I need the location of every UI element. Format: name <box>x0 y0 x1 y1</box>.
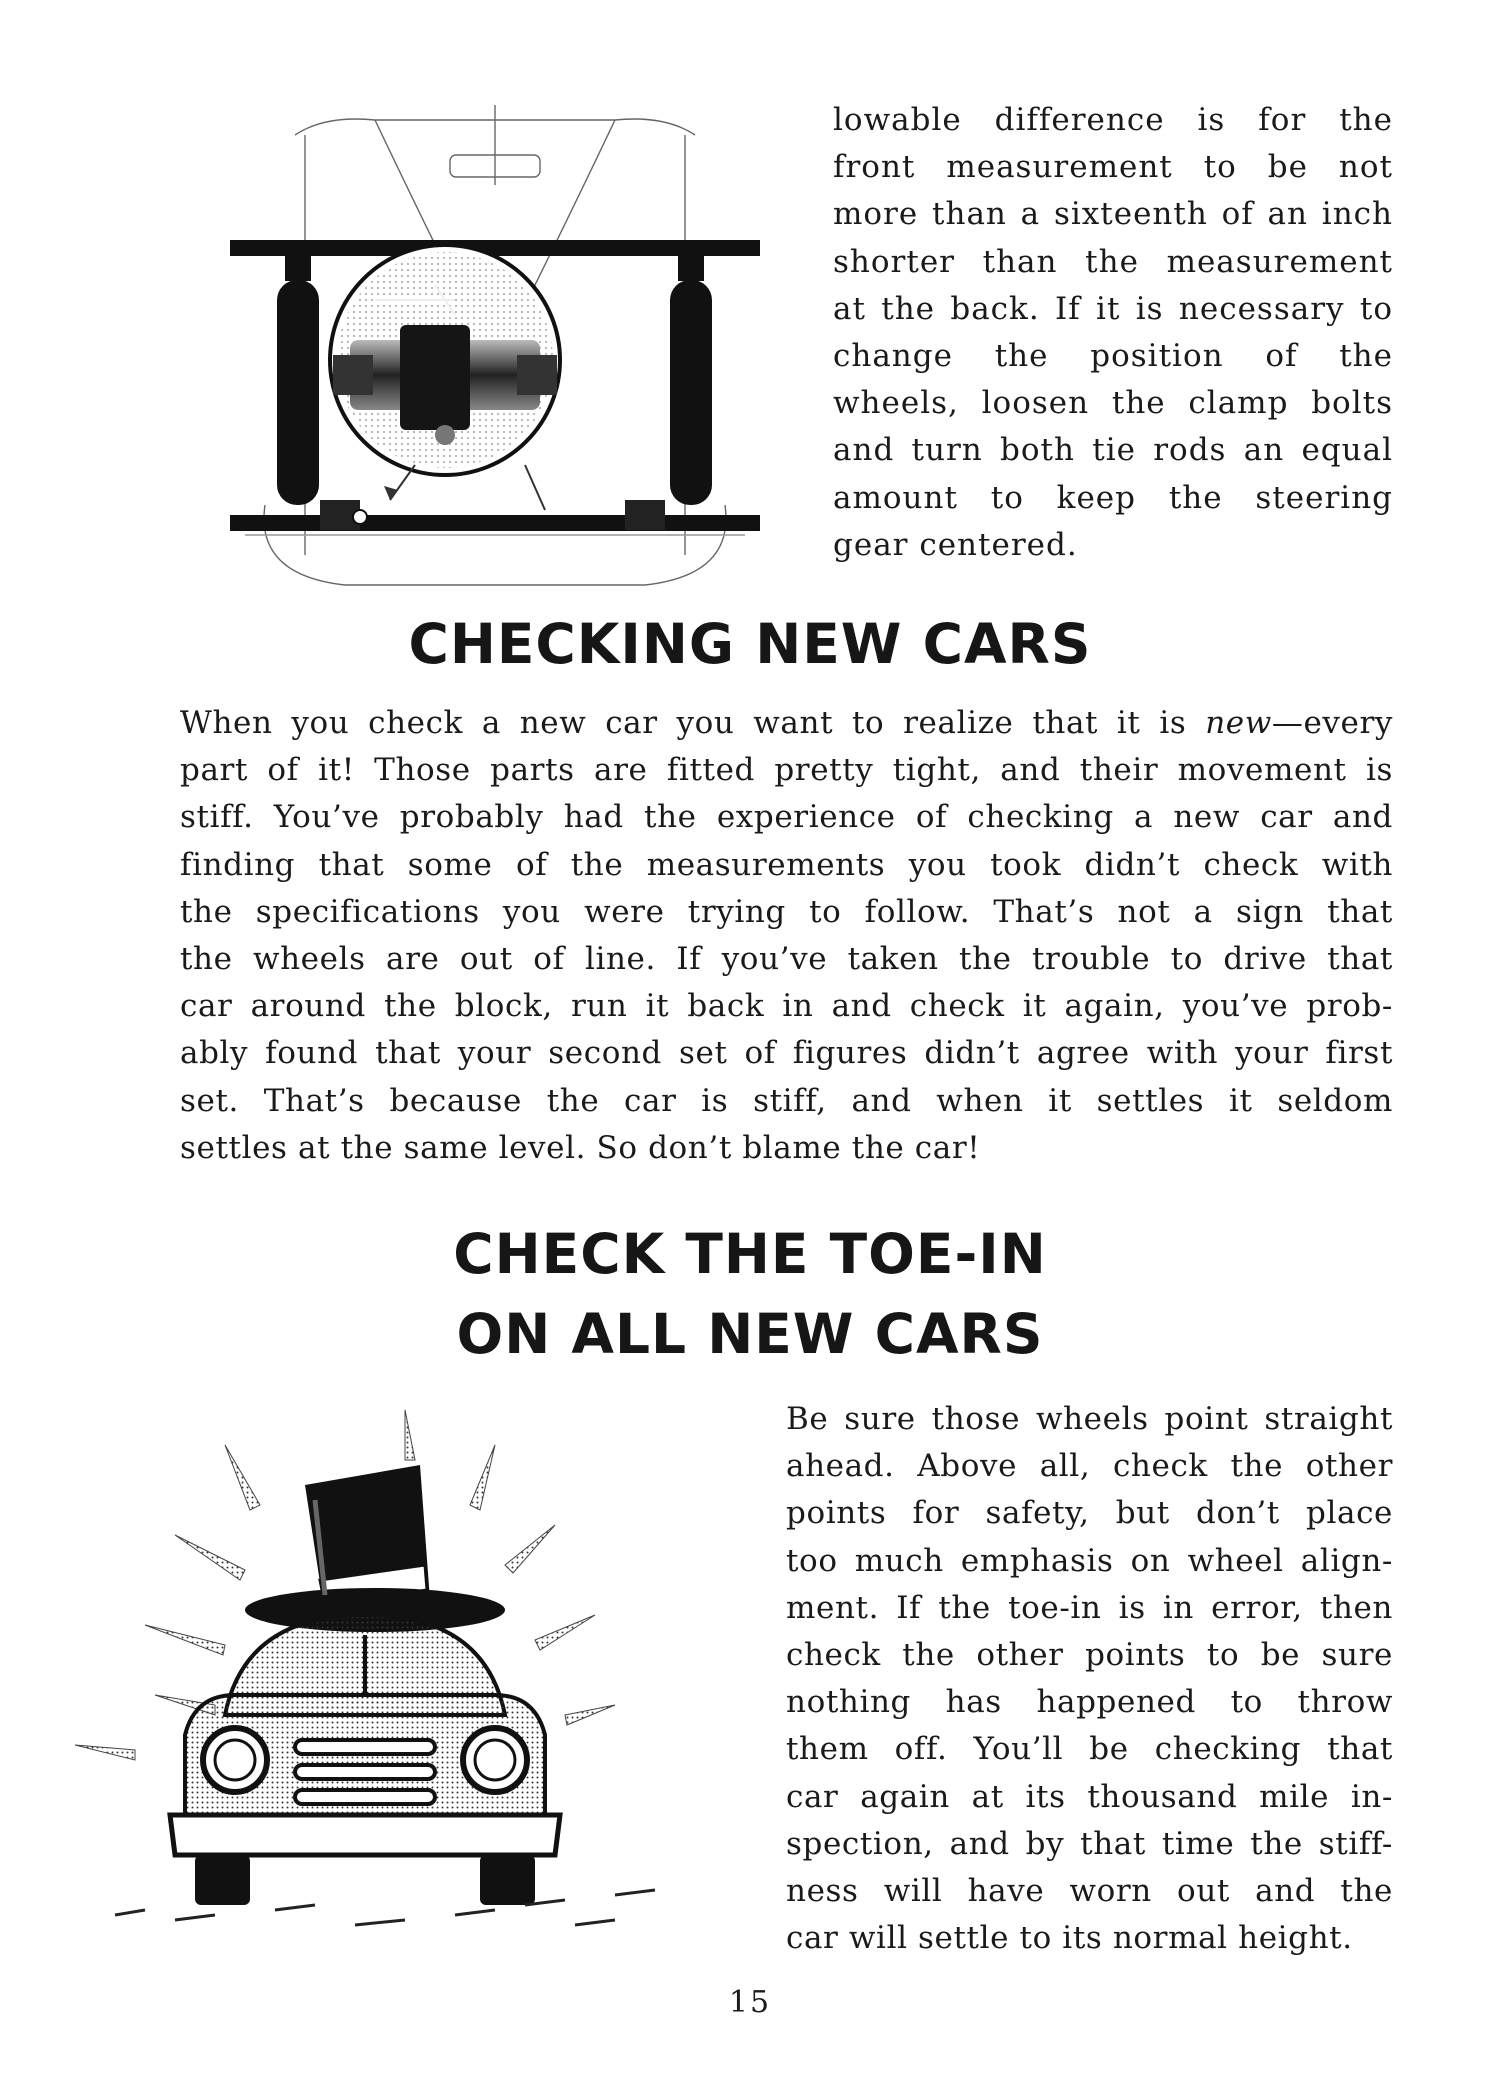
paragraph-line: spection, and by that time the stiff- <box>786 1825 1393 1862</box>
paragraph-line: ably found that your second set of figures didn’t agree with your first <box>180 1035 1393 1072</box>
paragraph-line: stiff. You’ve probably had the experience of checking a new car and <box>180 799 1393 836</box>
paragraph-line: nothing has happened to throw <box>786 1684 1393 1721</box>
paragraph-line: gear centered. <box>833 526 1078 563</box>
paragraph-line: ness will have worn out and the <box>786 1873 1393 1910</box>
paragraph-line: change the position of the <box>833 338 1393 375</box>
toe-in-adjustment-paragraph <box>833 97 1393 569</box>
paragraph-line: the specifications you were trying to follow. That’s not a sign that <box>180 893 1393 930</box>
cartoon-car-top-hat-illustration <box>75 1405 755 1935</box>
paragraph-line: more than a sixteenth of an inch <box>833 196 1393 233</box>
check-toe-in-heading-line-2: ON ALL NEW CARS <box>456 1302 1044 1366</box>
paragraph-line: car again at its thousand mile in- <box>786 1778 1393 1815</box>
cartoon-car-icon <box>170 1615 560 1905</box>
paragraph-line: car will settle to its normal height. <box>786 1920 1353 1957</box>
paragraph-line: and turn both tie rods an equal <box>833 432 1393 469</box>
top-hat-icon <box>245 1465 505 1632</box>
paragraph-line: ahead. Above all, check the other <box>786 1448 1393 1485</box>
check-toe-in-heading-line-1: CHECK THE TOE-IN <box>453 1222 1047 1286</box>
paragraph-line: front measurement to be not <box>833 149 1393 186</box>
paragraph-line: the wheels are out of line. If you’ve taken the trouble to drive that <box>180 941 1393 978</box>
paragraph-line: check the other points to be sure <box>786 1637 1393 1674</box>
paragraph-line: Be sure those wheels point straight <box>786 1401 1393 1437</box>
paragraph-line: too much emphasis on wheel align- <box>786 1542 1393 1579</box>
page-number: 15 <box>728 1985 772 2020</box>
checking-new-cars-heading: CHECKING NEW CARS <box>408 612 1092 676</box>
paragraph-line: finding that some of the measurements you took didn’t check with <box>180 846 1393 883</box>
lower-measuring-bar <box>230 515 760 531</box>
paragraph-line: part of it! Those parts are fitted pretty tight, and their movement is <box>180 752 1393 789</box>
left-tire-icon <box>277 280 319 505</box>
checking-new-cars-paragraph <box>180 700 1393 1172</box>
toe-in-new-cars-paragraph <box>786 1396 1393 1962</box>
upper-measuring-bar <box>230 240 760 256</box>
magnifier-inset-icon <box>330 245 560 475</box>
paragraph-line: points for safety, but don’t place <box>786 1495 1393 1532</box>
paragraph-line: When you check a new car you want to realize that it is new—every <box>180 705 1393 741</box>
paragraph-line: amount to keep the steering <box>833 479 1393 516</box>
paragraph-line: set. That’s because the car is stiff, and when it settles it seldom <box>180 1082 1393 1119</box>
paragraph-line: car around the block, run it back in and check it again, you’ve prob- <box>180 988 1393 1025</box>
paragraph-line: settles at the same level. So don’t blame the car! <box>180 1129 981 1166</box>
paragraph-line: lowable difference is for the <box>833 102 1393 138</box>
paragraph-line: shorter than the measurement <box>833 243 1393 280</box>
right-tire-icon <box>670 280 712 505</box>
paragraph-line: them off. You’ll be checking that <box>786 1731 1393 1768</box>
toe-in-diagram-illustration <box>225 105 765 595</box>
paragraph-line: wheels, loosen the clamp bolts <box>833 385 1393 422</box>
paragraph-line: ment. If the toe-in is in error, then <box>786 1589 1393 1626</box>
paragraph-line: at the back. If it is necessary to <box>833 290 1393 327</box>
